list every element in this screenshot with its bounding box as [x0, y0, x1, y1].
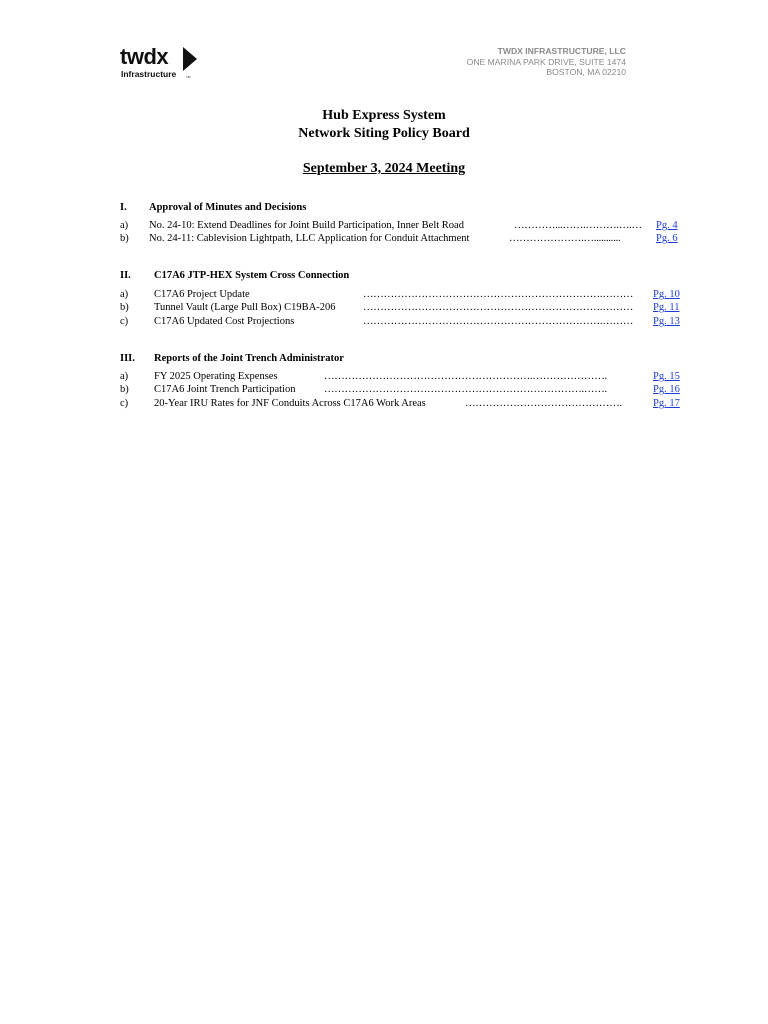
- leader-dots: ………………….…...........: [509, 233, 621, 244]
- address-line-1: ONE MARINA PARK DRIVE, SUITE 1474: [466, 56, 626, 67]
- logo-wordmark: twdx: [120, 44, 169, 69]
- section-number: III.: [120, 353, 135, 364]
- item-text: FY 2025 Operating Expenses: [154, 371, 278, 382]
- page-link[interactable]: Pg. 16: [653, 384, 680, 395]
- page-link[interactable]: Pg. 6: [656, 233, 678, 244]
- page-link[interactable]: Pg. 11: [653, 302, 680, 313]
- section-title: Reports of the Joint Trench Administrator: [154, 353, 344, 364]
- item-letter: a): [120, 371, 129, 382]
- item-letter: c): [120, 398, 129, 409]
- document-title: Hub Express System: [322, 108, 446, 123]
- item-text: 20-Year IRU Rates for JNF Conduits Across C17A6 Work Areas: [154, 398, 426, 409]
- item-text: Tunnel Vault (Large Pull Box) C19BA-206: [154, 302, 336, 313]
- company-name: TWDX INFRASTRUCTURE, LLC: [497, 46, 626, 56]
- document-subtitle: Network Siting Policy Board: [298, 126, 470, 141]
- page-link[interactable]: Pg. 4: [656, 220, 678, 231]
- item-letter: c): [120, 316, 129, 327]
- logo-subtitle: Infrastructure: [121, 69, 177, 79]
- play-triangle-icon: [183, 47, 197, 71]
- meeting-date: September 3, 2024 Meeting: [302, 161, 466, 176]
- item-letter: b): [120, 302, 129, 313]
- section-title: Approval of Minutes and Decisions: [149, 202, 307, 213]
- leader-dots: …………………………………………………….………………….: [324, 371, 607, 382]
- page-link[interactable]: Pg. 10: [653, 289, 680, 300]
- leader-dots: …………………………………………………………….………: [363, 289, 634, 300]
- item-text: No. 24-10: Extend Deadlines for Joint Build Participation, Inner Belt Road: [149, 220, 464, 231]
- section-number: II.: [120, 270, 131, 281]
- leader-dots: ………………………………………………………………….…….: [324, 384, 607, 395]
- leader-dots: ……………………………………….: [465, 398, 622, 409]
- item-text: C17A6 Joint Trench Participation: [154, 384, 296, 395]
- leader-dots: …………...…….……….….…: [514, 220, 642, 231]
- item-letter: b): [120, 384, 129, 395]
- item-letter: a): [120, 220, 129, 231]
- leader-dots: …………………………………………………………….………: [363, 316, 634, 327]
- company-logo: [120, 44, 210, 84]
- page-link[interactable]: Pg. 15: [653, 371, 680, 382]
- logo-trademark: TM: [186, 75, 191, 79]
- item-text: C17A6 Project Update: [154, 289, 250, 300]
- item-text: C17A6 Updated Cost Projections: [154, 316, 295, 327]
- company-address: [467, 46, 626, 78]
- section-title: C17A6 JTP-HEX System Cross Connection: [154, 270, 350, 281]
- leader-dots: …………………………………………………………….………: [363, 302, 634, 313]
- page-link[interactable]: Pg. 17: [653, 398, 680, 409]
- page-link[interactable]: Pg. 13: [653, 316, 680, 327]
- address-line-2: BOSTON, MA 02210: [546, 67, 626, 78]
- item-text: No. 24-11: Cablevision Lightpath, LLC Application for Conduit Attachment: [149, 233, 470, 244]
- item-letter: a): [120, 289, 129, 300]
- item-letter: b): [120, 233, 129, 244]
- section-number: I.: [120, 202, 127, 213]
